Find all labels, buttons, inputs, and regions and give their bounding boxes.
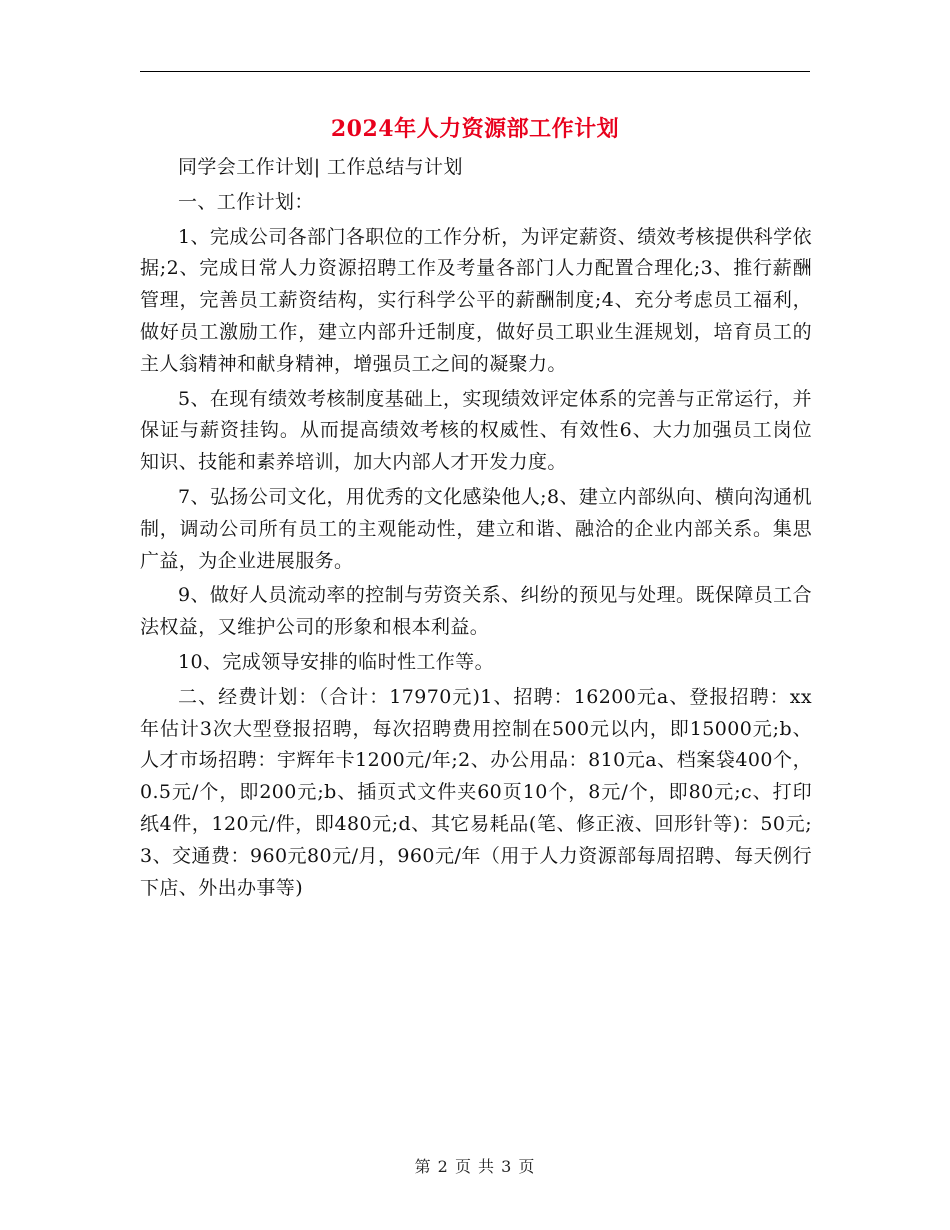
- page-number-footer: 第 2 页 共 3 页: [414, 1157, 536, 1176]
- paragraph-section-heading-work-plan: 一、工作计划：: [178, 190, 314, 213]
- paragraph-budget-plan: 二、经费计划：（合计：17970元)1、招聘：16200元a、登报招聘：xx年估计3次大型登报招聘，每次招聘费用控制在500元以内，即15000元;b、人才市场招聘：宇辉年卡1200元/年;2、办公用品：810元a、档案袋400个，0.5元/个，即200元;b、插页式文件夹60页10个，8元/个，即80元;c、打印纸4件，120元/件，即480元;d、其它易耗品(笔、修正液、回形针等)：50元;3、交通费：960元80元/月，960元/年（用于人力资源部每周招聘、每天例行下店、外出办事等): [140, 685, 812, 899]
- header-rule: [140, 71, 810, 72]
- paragraph-work-plan-10: 10、完成领导安排的临时性工作等。: [178, 650, 494, 673]
- document-title: 2024年人力资源部工作计划: [330, 116, 620, 142]
- paragraph-work-plan-5-6: 5、在现有绩效考核制度基础上，实现绩效评定体系的完善与正常运行，并保证与薪资挂钩。从而提高绩效考核的权威性、有效性6、大力加强员工岗位知识、技能和素养培训，加大内部人才开发力度。: [140, 387, 812, 474]
- paragraph-subtitle: 同学会工作计划| 工作总结与计划: [178, 156, 463, 178]
- document-body: [140, 152, 812, 907]
- paragraph-work-plan-1-4: 1、完成公司各部门各职位的工作分析，为评定薪资、绩效考核提供科学依据;2、完成日常人力资源招聘工作及考量各部门人力配置合理化;3、推行薪酬管理，完善员工薪资结构，实行科学公平的薪酬制度;4、充分考虑员工福利，做好员工激励工作，建立内部升迁制度，做好员工职业生涯规划，培育员工的主人翁精神和献身精神，增强员工之间的凝聚力。: [140, 225, 812, 375]
- paragraph-work-plan-7-8: 7、弘扬公司文化，用优秀的文化感染他人;8、建立内部纵向、横向沟通机制，调动公司所有员工的主观能动性，建立和谐、融洽的企业内部关系。集思广益，为企业进展服务。: [140, 485, 812, 572]
- paragraph-work-plan-9: 9、做好人员流动率的控制与劳资关系、纠纷的预见与处理。既保障员工合法权益，又维护公司的形象和根本利益。: [140, 584, 812, 639]
